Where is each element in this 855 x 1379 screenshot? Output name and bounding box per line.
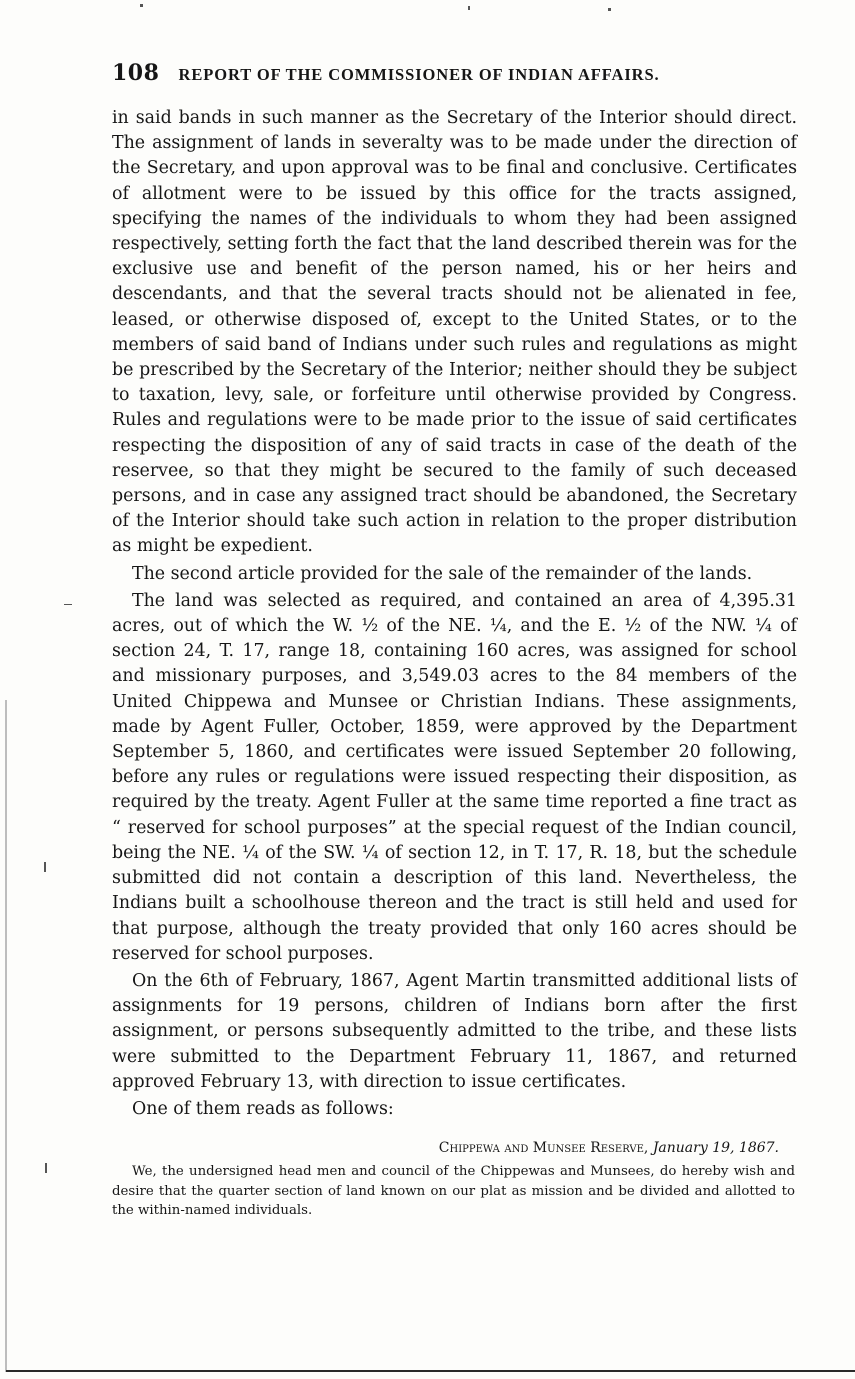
bottom-rule — [6, 1370, 855, 1372]
scan-speck — [608, 8, 611, 11]
body-text — [112, 106, 797, 1223]
dateline-date: January 19, 1867. — [652, 1140, 779, 1157]
paragraph: The second article provided for the sale of the remainder of the lands. — [132, 563, 753, 584]
dateline — [112, 1138, 779, 1158]
scan-speck — [44, 862, 46, 872]
scan-speck — [45, 1163, 47, 1173]
page-edge-rule — [5, 700, 7, 1372]
dateline-place: Chippewa and Munsee Reserve, — [438, 1140, 649, 1157]
scan-speck — [468, 6, 470, 10]
paragraph: The land was selected as required, and contained an area of 4,395.31 acres, out of which the W. ½ of the NE. ¼, and the E. ½ of the NW. ¼ of section 24, T. 17, range 18, containing 160 acres, was assigned for school and missionary purposes, and 3,549.03 acres to the 84 members of the United Chippewa and Munsee or Christian Indians. These assignments, made by Agent Fuller, October, 1859, were approved by the Department September 5, 1860, and certificates were issued September 20 following, before any rules or regulations were issued respecting their disposition, as required by the treaty. Agent Fuller at the same time reported a fine tract as “ reserved for school purposes” at the special request of the Indian council, being the NE. ¼ of the SW. ¼ of section 12, in T. 17, R. 18, but the schedule submitted did not contain a description of this land. Nevertheless, the Indians built a schoolhouse thereon and the tract is still held and used for that purpose, although the treaty provided that only 160 acres should be reserved for school purposes. — [112, 590, 797, 964]
scan-speck — [140, 4, 143, 7]
quoted-document: We, the undersigned head men and council of the Chippewas and Munsees, do hereby wish and desire that the quarter section of land known on our plat as mission and be divided and allotted to the within-named individuals. — [112, 1164, 795, 1219]
paragraph: On the 6th of February, 1867, Agent Martin transmitted additional lists of assignments for 19 persons, children of Indians born after the first assignment, or persons subsequently admitted to the tribe, and these lists were submitted to the Department February 11, 1867, and returned approved February 13, with direction to issue certificates. — [112, 970, 797, 1092]
paragraph: One of them reads as follows: — [132, 1098, 394, 1119]
page-header — [112, 60, 802, 90]
running-title: REPORT OF THE COMMISSIONER OF INDIAN AFFAIRS. — [178, 65, 660, 84]
page-number: 108 — [112, 60, 160, 86]
paragraph: in said bands in such manner as the Secretary of the Interior should direct. The assignment of lands in severalty was to be made under the direction of the Secretary, and upon approval was to be final and conclusive. Certificates of allotment were to be issued by this office for the tracts assigned, specifying the names of the individuals to whom they had been assigned respectively, setting forth the fact that the land described therein was for the exclusive use and benefit of the person named, his or her heirs and descendants, and that the several tracts should not be alienated in fee, leased, or otherwise disposed of, except to the United States, or to the members of said band of Indians under such rules and regulations as might be prescribed by the Secretary of the Interior; neither should they be subject to taxation, levy, sale, or forfeiture until otherwise provided by Congress. Rules and regulations were to be made prior to the issue of said certificates respecting the disposition of any of said tracts in case of the death of the reservee, so that they might be secured to the family of such deceased persons, and in case any assigned tract should be abandoned, the Secretary of the Interior should take such action in relation to the proper distribution as might be expedient. — [112, 108, 797, 557]
scan-speck — [64, 604, 72, 605]
